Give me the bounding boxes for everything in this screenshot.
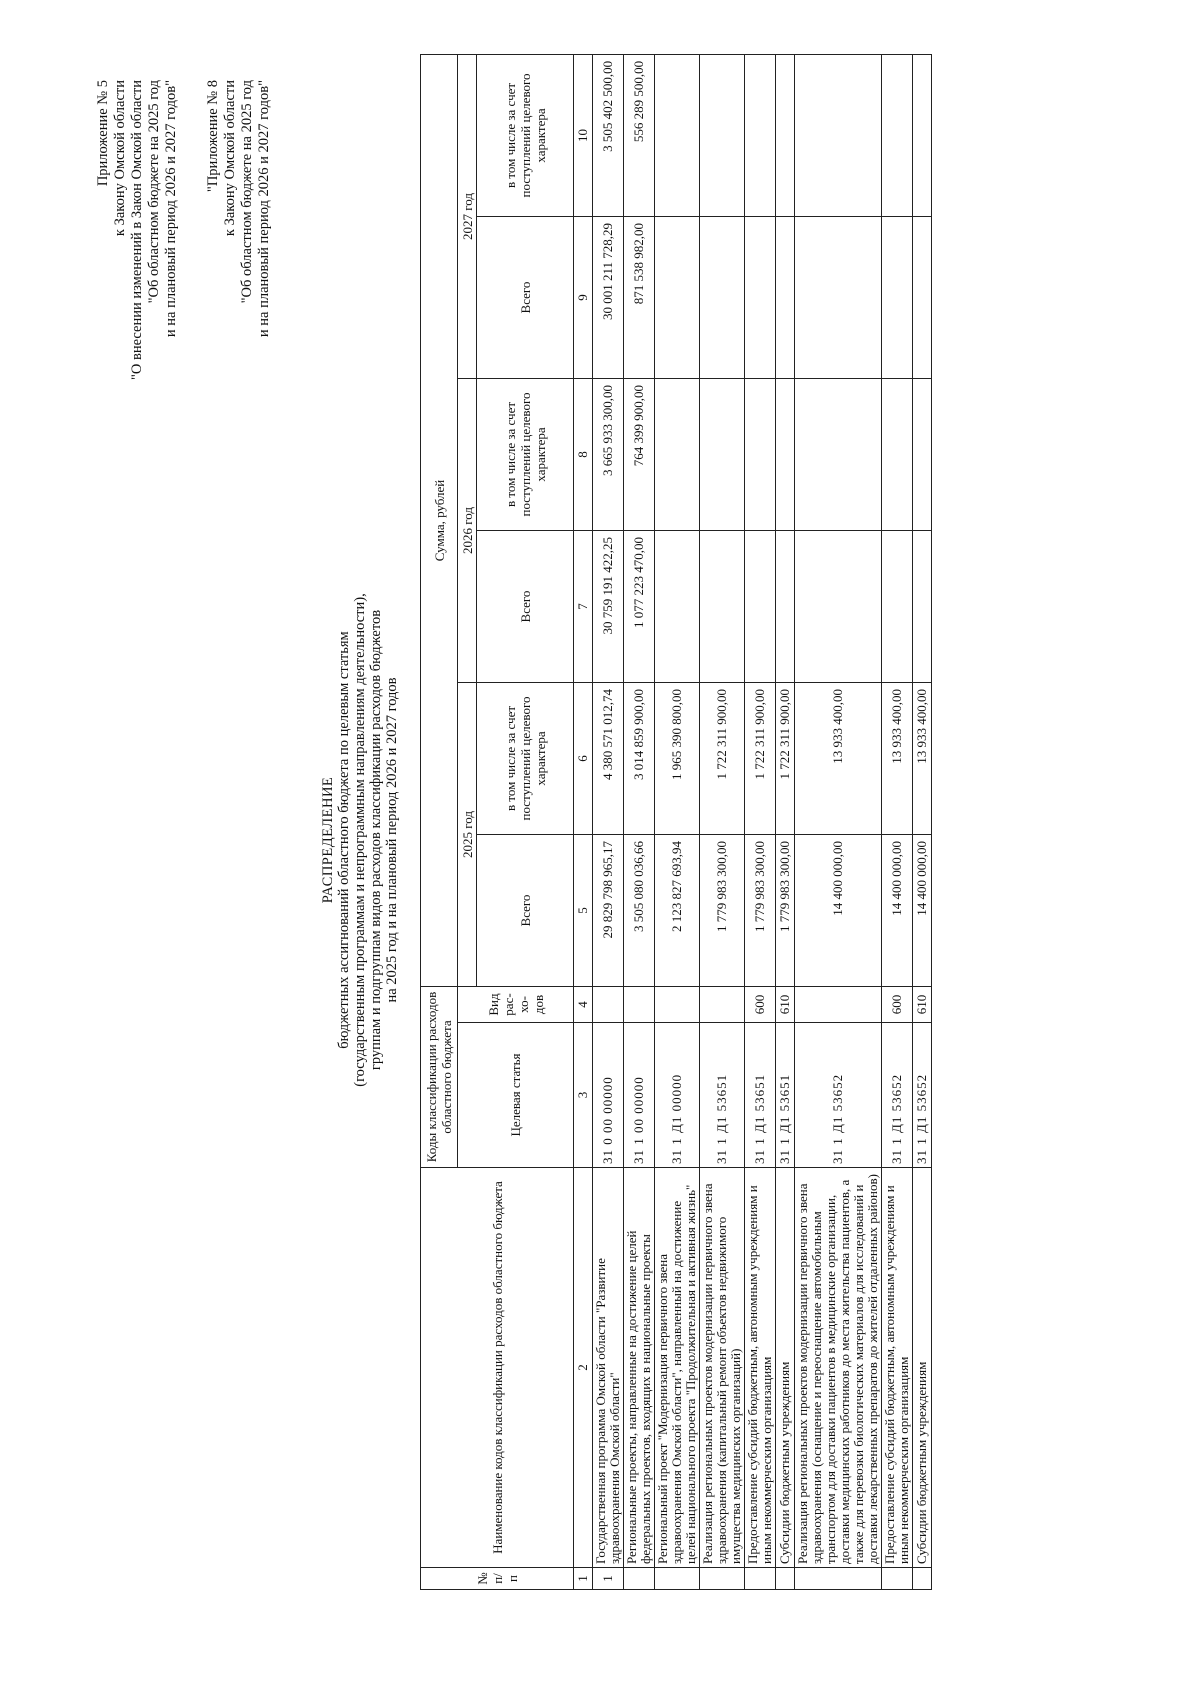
row-2026-total xyxy=(700,531,745,683)
row-number xyxy=(795,1568,882,1590)
row-expense-kind xyxy=(655,987,700,1023)
title-line-4: на 2025 год и на плановый период 2026 и 2027 годов xyxy=(384,677,400,1003)
row-2027-targeted xyxy=(655,54,700,216)
row-2027-total xyxy=(795,217,882,379)
row-target-article: 31 1 Д1 53651 xyxy=(776,1023,795,1168)
column-index: 2 xyxy=(574,1168,593,1568)
header-year-2026: 2026 год xyxy=(458,379,477,683)
header-sum: Сумма, рублей xyxy=(421,54,458,986)
row-expense-kind xyxy=(700,987,745,1023)
row-number xyxy=(882,1568,913,1590)
row-2025-total: 14 400 000,00 xyxy=(795,835,882,987)
row-name: Региональные проекты, направленные на достижение целей федеральных проектов, входящих в национальные проекты xyxy=(624,1168,655,1568)
row-number xyxy=(700,1568,745,1590)
header-target-article: Целевая статья xyxy=(458,1023,574,1168)
row-2027-total xyxy=(700,217,745,379)
row-2026-total xyxy=(913,531,932,683)
row-2027-targeted xyxy=(795,54,882,216)
row-target-article: 31 1 Д1 53651 xyxy=(745,1023,776,1168)
row-2027-total xyxy=(655,217,700,379)
header-codes: Коды классификации расходов областного бюджета xyxy=(421,987,458,1168)
row-2026-targeted xyxy=(776,379,795,531)
table-row xyxy=(700,54,745,1589)
row-expense-kind: 610 xyxy=(913,987,932,1023)
row-2025-total: 14 400 000,00 xyxy=(913,835,932,987)
row-2025-targeted: 1 722 311 900,00 xyxy=(700,683,745,835)
table-row xyxy=(913,54,932,1589)
row-2026-targeted: 3 665 933 300,00 xyxy=(593,379,624,531)
row-expense-kind xyxy=(593,987,624,1023)
row-expense-kind: 600 xyxy=(745,987,776,1023)
row-2025-total: 14 400 000,00 xyxy=(882,835,913,987)
row-name: Предоставление субсидий бюджетным, автономным учреждениям и иным некоммерческим организациям xyxy=(745,1168,776,1568)
header-row-number: № п/п xyxy=(421,1568,574,1590)
header-year-2027: 2027 год xyxy=(458,54,477,378)
row-name: Субсидии бюджетным учреждениям xyxy=(913,1168,932,1568)
appendix-8-line-3: "Об областном бюджете на 2025 год xyxy=(239,80,255,304)
row-2026-total xyxy=(745,531,776,683)
title-line-3: группам и подгруппам видов расходов классификации расходов бюджетов xyxy=(368,609,384,1071)
row-target-article: 31 1 Д1 53651 xyxy=(700,1023,745,1168)
row-2026-total: 1 077 223 470,00 xyxy=(624,531,655,683)
column-index: 5 xyxy=(574,835,593,987)
row-2027-total: 871 538 982,00 xyxy=(624,217,655,379)
appendix-8-line-1: "Приложение № 8 xyxy=(205,80,221,193)
column-index: 1 xyxy=(574,1568,593,1590)
row-2027-total xyxy=(776,217,795,379)
row-2025-total: 1 779 983 300,00 xyxy=(745,835,776,987)
row-2026-targeted xyxy=(913,379,932,531)
row-name: Предоставление субсидий бюджетным, автономным учреждениям и иным некоммерческим организациям xyxy=(882,1168,913,1568)
budget-table xyxy=(420,54,932,1590)
row-number xyxy=(624,1568,655,1590)
row-name: Субсидии бюджетным учреждениям xyxy=(776,1168,795,1568)
appendix-5-line-3: "О внесении изменений в Закон Омской области xyxy=(129,80,145,380)
column-index: 4 xyxy=(574,987,593,1023)
row-number xyxy=(655,1568,700,1590)
row-2027-targeted: 556 289 500,00 xyxy=(624,54,655,216)
row-target-article: 31 0 00 00000 xyxy=(593,1023,624,1168)
row-2025-total: 2 123 827 693,94 xyxy=(655,835,700,987)
row-2027-targeted xyxy=(700,54,745,216)
table-row xyxy=(655,54,700,1589)
row-2027-targeted xyxy=(913,54,932,216)
row-target-article: 31 1 00 00000 xyxy=(624,1023,655,1168)
row-number: 1 xyxy=(593,1568,624,1590)
row-expense-kind: 600 xyxy=(882,987,913,1023)
row-expense-kind xyxy=(795,987,882,1023)
row-2027-targeted xyxy=(745,54,776,216)
header-2025-targeted: в том числе за счет поступлений целевого характера xyxy=(477,683,574,835)
table-row xyxy=(593,54,624,1589)
row-2025-targeted: 1 965 390 800,00 xyxy=(655,683,700,835)
title-main: РАСПРЕДЕЛЕНИЕ xyxy=(320,776,336,904)
row-2026-targeted: 764 399 900,00 xyxy=(624,379,655,531)
row-2026-total xyxy=(655,531,700,683)
table-row xyxy=(882,54,913,1589)
appendix-5-header xyxy=(95,80,180,580)
row-2025-targeted: 13 933 400,00 xyxy=(913,683,932,835)
table-row xyxy=(795,54,882,1589)
title-line-1: бюджетных ассигнований областного бюджета по целевым статьям xyxy=(336,631,352,1049)
appendix-8-header xyxy=(205,80,273,580)
row-number xyxy=(776,1568,795,1590)
header-name: Наименование кодов классификации расходов областного бюджета xyxy=(421,1168,574,1568)
column-index: 9 xyxy=(574,217,593,379)
row-2026-targeted xyxy=(700,379,745,531)
table-row xyxy=(776,54,795,1589)
row-2025-total: 29 829 798 965,17 xyxy=(593,835,624,987)
row-2026-targeted xyxy=(745,379,776,531)
header-year-2025: 2025 год xyxy=(458,683,477,987)
appendix-5-line-1: Приложение № 5 xyxy=(95,80,111,187)
row-name: Региональный проект "Модернизация первичного звена здравоохранения Омской области", направленный на достижение целей национального проекта "Продолжительная и активная жизнь" xyxy=(655,1168,700,1568)
appendix-8-line-4: и на плановый период 2026 и 2027 годов" xyxy=(256,80,272,338)
row-target-article: 31 1 Д1 53652 xyxy=(913,1023,932,1168)
row-name: Реализация региональных проектов модернизации первичного звена здравоохранения (оснащение и переоснащение автомобильным транспортом для доставки пациентов в медицинские организации, доставки медицинских работников до места жительства пациентов, а также для перевозки биологических материалов для исследований и доставки лекарственных препаратов до жителей отдаленных районов) xyxy=(795,1168,882,1568)
header-expense-kind: Вид рас-хо-дов xyxy=(458,987,574,1023)
row-2025-targeted: 4 380 571 012,74 xyxy=(593,683,624,835)
column-index-row xyxy=(574,54,593,1589)
row-2027-total xyxy=(913,217,932,379)
appendix-5-line-4: "Об областном бюджете на 2025 год xyxy=(146,80,162,304)
row-expense-kind xyxy=(624,987,655,1023)
column-index: 6 xyxy=(574,683,593,835)
header-2025-total: Всего xyxy=(477,835,574,987)
table-row xyxy=(624,54,655,1589)
row-name: Реализация региональных проектов модернизации первичного звена здравоохранения (капитальный ремонт объектов недвижимого имущества медицинских организаций) xyxy=(700,1168,745,1568)
title-line-2: (государственным программам и непрограммным направлениям деятельности), xyxy=(352,593,368,1087)
row-2025-targeted: 13 933 400,00 xyxy=(882,683,913,835)
row-2026-total xyxy=(776,531,795,683)
row-2025-targeted: 13 933 400,00 xyxy=(795,683,882,835)
column-index: 3 xyxy=(574,1023,593,1168)
row-2026-total: 30 759 191 422,25 xyxy=(593,531,624,683)
row-2027-total xyxy=(745,217,776,379)
row-target-article: 31 1 Д1 53652 xyxy=(882,1023,913,1168)
appendix-5-line-5: и на плановый период 2026 и 2027 годов" xyxy=(163,80,179,338)
row-number xyxy=(913,1568,932,1590)
table-row xyxy=(745,54,776,1589)
row-name: Государственная программа Омской области "Развитие здравоохранения Омской области" xyxy=(593,1168,624,1568)
header-2026-total: Всего xyxy=(477,531,574,683)
row-2025-total: 1 779 983 300,00 xyxy=(700,835,745,987)
row-2025-total: 1 779 983 300,00 xyxy=(776,835,795,987)
document-title xyxy=(320,420,400,1260)
row-2025-targeted: 1 722 311 900,00 xyxy=(776,683,795,835)
column-index: 7 xyxy=(574,531,593,683)
row-2027-total xyxy=(882,217,913,379)
row-2025-total: 3 505 080 036,66 xyxy=(624,835,655,987)
row-2026-targeted xyxy=(795,379,882,531)
header-2026-targeted: в том числе за счет поступлений целевого характера xyxy=(477,379,574,531)
header-2027-total: Всего xyxy=(477,217,574,379)
header-2027-targeted: в том числе за счет поступлений целевого характера xyxy=(477,54,574,216)
row-2026-total xyxy=(795,531,882,683)
column-index: 10 xyxy=(574,54,593,216)
appendix-5-line-2: к Закону Омской области xyxy=(112,80,128,237)
row-2025-targeted: 1 722 311 900,00 xyxy=(745,683,776,835)
row-expense-kind: 610 xyxy=(776,987,795,1023)
row-2026-targeted xyxy=(655,379,700,531)
row-target-article: 31 1 Д1 00000 xyxy=(655,1023,700,1168)
row-2026-total xyxy=(882,531,913,683)
column-index: 8 xyxy=(574,379,593,531)
row-number xyxy=(745,1568,776,1590)
appendix-8-line-2: к Закону Омской области xyxy=(222,80,238,237)
row-2026-targeted xyxy=(882,379,913,531)
row-2025-targeted: 3 014 859 900,00 xyxy=(624,683,655,835)
row-2027-total: 30 001 211 728,29 xyxy=(593,217,624,379)
row-2027-targeted: 3 505 402 500,00 xyxy=(593,54,624,216)
row-2027-targeted xyxy=(776,54,795,216)
row-2027-targeted xyxy=(882,54,913,216)
row-target-article: 31 1 Д1 53652 xyxy=(795,1023,882,1168)
